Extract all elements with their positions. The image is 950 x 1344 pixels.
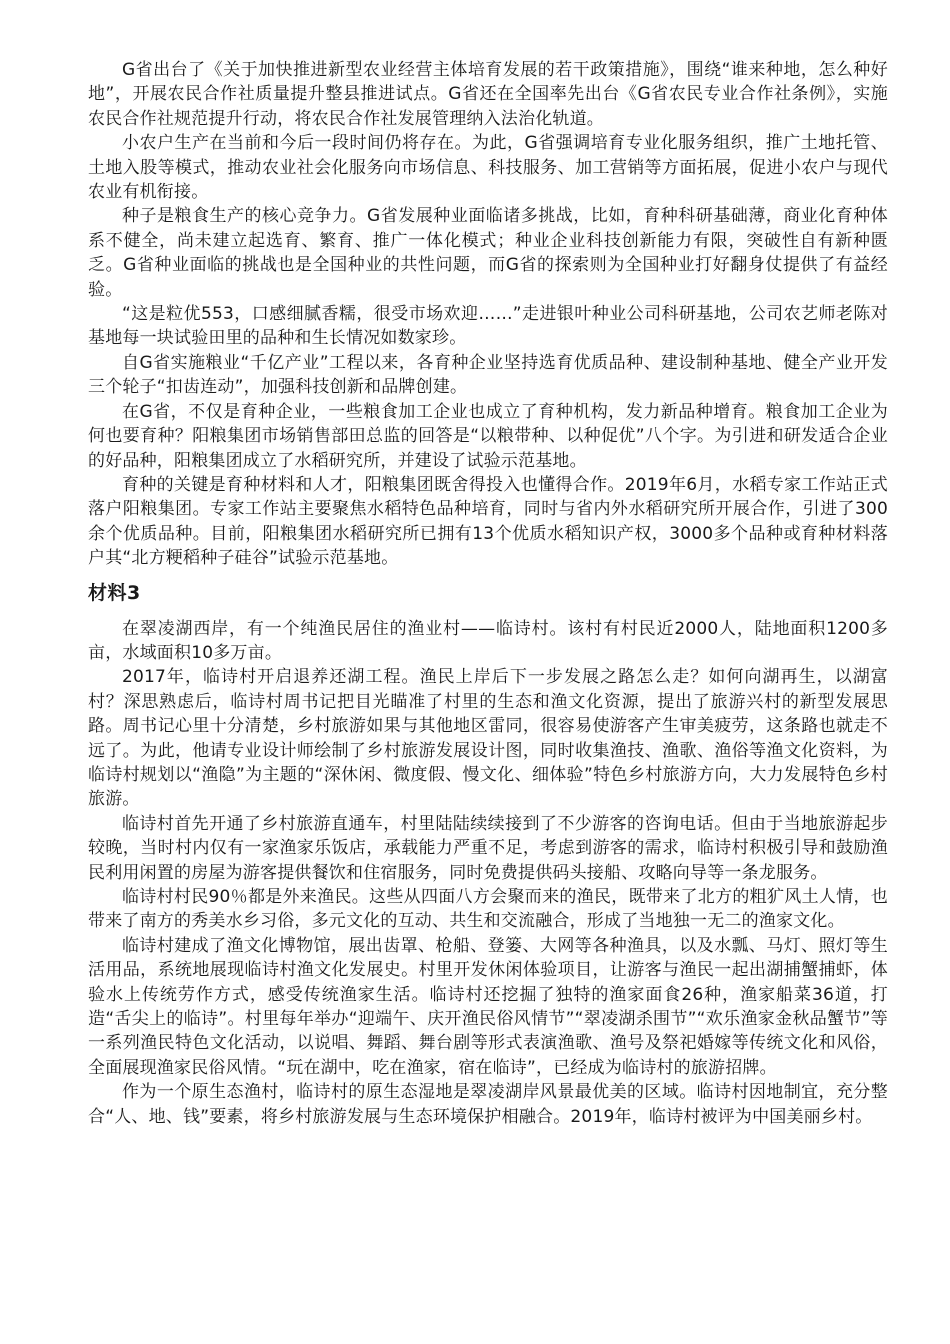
paragraph: G省出台了《关于加快推进新型农业经营主体培育发展的若干政策措施》，围绕“谁来种地，怎么种好地”，开展农民合作社质量提升整县推进试点。G省还在全国率先出台《G省农民专业合作社条例》，实施农民合作社规范提升行动，将农民合作社发展管理纳入法治化轨道。	[88, 60, 888, 129]
paragraph: 临诗村建成了渔文化博物馆，展出齿罩、枪船、登篓、大网等各种渔具，以及水瓢、马灯、照灯等生活用品，系统地展现临诗村渔文化发展史。村里开发休闲体验项目，让游客与渔民一起出湖捕蟹捕虾，体验水上传统劳作方式，感受传统渔家生活。临诗村还挖掘了独特的渔家面食26种，渔家船菜36道，打造“舌尖上的临诗”。村里每年举办“迎端午、庆开渔民俗风情节”“翠凌湖杀围节”“欢乐渔家金秋品蟹节”等一系列渔民特色文化活动，以说唱、舞蹈、舞台剧等形式表演渔歌、渔号及祭祀婚嫁等传统文化和风俗，全面展现渔家民俗风情。“玩在湖中，吃在渔家，宿在临诗”，已经成为临诗村的旅游招牌。	[88, 935, 888, 1078]
paragraph: 2017年，临诗村开启退养还湖工程。渔民上岸后下一步发展之路怎么走？如何向湖再生，以湖富村？深思熟虑后，临诗村周书记把目光瞄准了村里的生态和渔文化资源，提出了旅游兴村的新型发展思路。周书记心里十分清楚，乡村旅游如果与其他地区雷同，很容易使游客产生审美疲劳，这条路也就走不远了。为此，他请专业设计师绘制了乡村旅游发展设计图，同时收集渔技、渔歌、渔俗等渔文化资料，为临诗村规划以“渔隐”为主题的“深休闲、微度假、慢文化、细体验”特色乡村旅游方向，大力发展特色乡村旅游。	[88, 667, 888, 810]
paragraph: “这是粒优553，口感细腻香糯，很受市场欢迎……”走进银叶种业公司科研基地，公司农艺师老陈对基地每一块试验田里的品种和生长情况如数家珍。	[88, 304, 888, 349]
section-heading: 材料3	[88, 581, 141, 604]
paragraph: 小农户生产在当前和今后一段时间仍将存在。为此，G省强调培育专业化服务组织，推广土地托管、土地入股等模式，推动农业社会化服务向市场信息、科技服务、加工营销等方面拓展，促进小农户与现代农业有机衔接。	[88, 133, 888, 203]
paragraph: 育种的关键是育种材料和人才，阳粮集团既舍得投入也懂得合作。2019年6月，水稻专家工作站正式落户阳粮集团。专家工作站主要聚焦水稻特色品种培育，同时与省内外水稻研究所开展合作，引进了300余个优质品种。目前，阳粮集团水稻研究所已拥有13个优质水稻知识产权，3000多个品种或育种材料落户其“北方粳稻种子硅谷”试验示范基地。	[88, 474, 888, 569]
paragraph: 在翠凌湖西岸，有一个纯渔民居住的渔业村——临诗村。该村有村民近2000人，陆地面积1200多亩，水域面积10多万亩。	[88, 618, 888, 663]
paragraph: 临诗村村民90％都是外来渔民。这些从四面八方会聚而来的渔民，既带来了北方的粗犷风土人情，也带来了南方的秀美水乡习俗，多元文化的互动、共生和交流融合，形成了当地独一无二的渔家文化。	[88, 887, 888, 932]
paragraph: 自G省实施粮业“千亿产业”工程以来，各育种企业坚持选育优质品种、建设制种基地、健全产业开发三个轮子“扣齿连动”，加强科技创新和品牌创建。	[88, 352, 888, 398]
document-page	[88, 58, 888, 1129]
paragraph: 在G省，不仅是育种企业，一些粮食加工企业也成立了育种机构，发力新品种增育。粮食加工企业为何也要育种？阳粮集团市场销售部田总监的回答是“以粮带种、以种促优”八个字。为引进和研发适合企业的好品种，阳粮集团成立了水稻研究所，并建设了试验示范基地。	[88, 401, 888, 471]
paragraph: 作为一个原生态渔村，临诗村的原生态湿地是翠凌湖岸风景最优美的区域。临诗村因地制宜，充分整合“人、地、钱”要素，将乡村旅游发展与生态环境保护相融合。2019年，临诗村被评为中国美丽乡村。	[88, 1082, 888, 1127]
paragraph: 临诗村首先开通了乡村旅游直通车，村里陆陆续续接到了不少游客的咨询电话。但由于当地旅游起步较晚，当时村内仅有一家渔家乐饭店，承载能力严重不足，考虑到游客的需求，临诗村积极引导和鼓励渔民利用闲置的房屋为游客提供餐饮和住宿服务，同时免费提供码头接船、攻略向导等一条龙服务。	[88, 813, 888, 883]
paragraph: 种子是粮食生产的核心竞争力。G省发展种业面临诸多挑战，比如，育种科研基础薄，商业化育种体系不健全，尚未建立起选育、繁育、推广一体化模式；种业企业科技创新能力有限，突破性自有新种匮乏。G省种业面临的挑战也是全国种业的共性问题，而G省的探索则为全国种业打好翻身仗提供了有益经验。	[88, 206, 888, 300]
